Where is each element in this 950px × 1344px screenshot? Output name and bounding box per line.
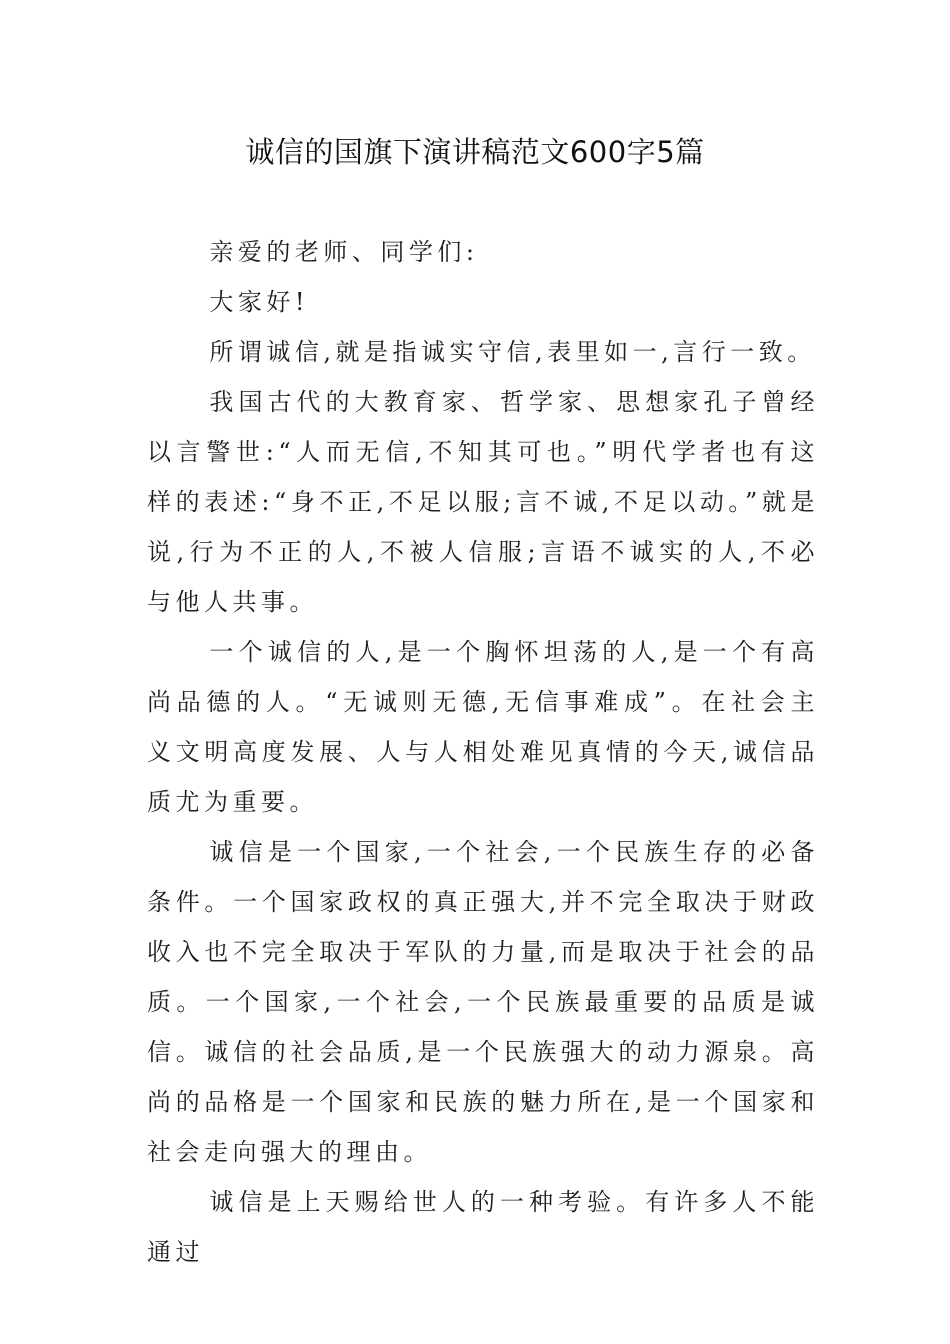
paragraph-confucius: 我国古代的大教育家、哲学家、思想家孔子曾经以言警世:“人而无信,不知其可也。”明代学者也有这样的表述:“身不正,不足以服;言不诚,不足以动。”就是说,行为不正的人,不被人信服;言语不诚实的人,不必与他人共事。 [147, 388, 819, 616]
paragraph-greeting: 大家好! [209, 288, 310, 316]
paragraph-nation: 诚信是一个国家,一个社会,一个民族生存的必备条件。一个国家政权的真正强大,并不完全取决于财政收入也不完全取决于军队的力量,而是取决于社会的品质。一个国家,一个社会,一个民族最重要的品质是诚信。诚信的社会品质,是一个民族强大的动力源泉。高尚的品格是一个国家和民族的魅力所在,是一个国家和社会走向强大的理由。 [147, 838, 819, 1166]
document-title: 诚信的国旗下演讲稿范文600字5篇 [245, 135, 705, 169]
paragraph-definition: 所谓诚信,就是指诚实守信,表里如一,言行一致。 [209, 338, 816, 366]
paragraph-honest-person: 一个诚信的人,是一个胸怀坦荡的人,是一个有高尚品德的人。“无诚则无德,无信事难成”。在社会主义文明高度发展、人与人相处难见真情的今天,诚信品质尤为重要。 [147, 638, 819, 816]
paragraph-test: 诚信是上天赐给世人的一种考验。有许多人不能通过 [147, 1188, 819, 1266]
paragraph-salutation: 亲爱的老师、同学们: [209, 238, 479, 266]
document-body [147, 227, 819, 1277]
